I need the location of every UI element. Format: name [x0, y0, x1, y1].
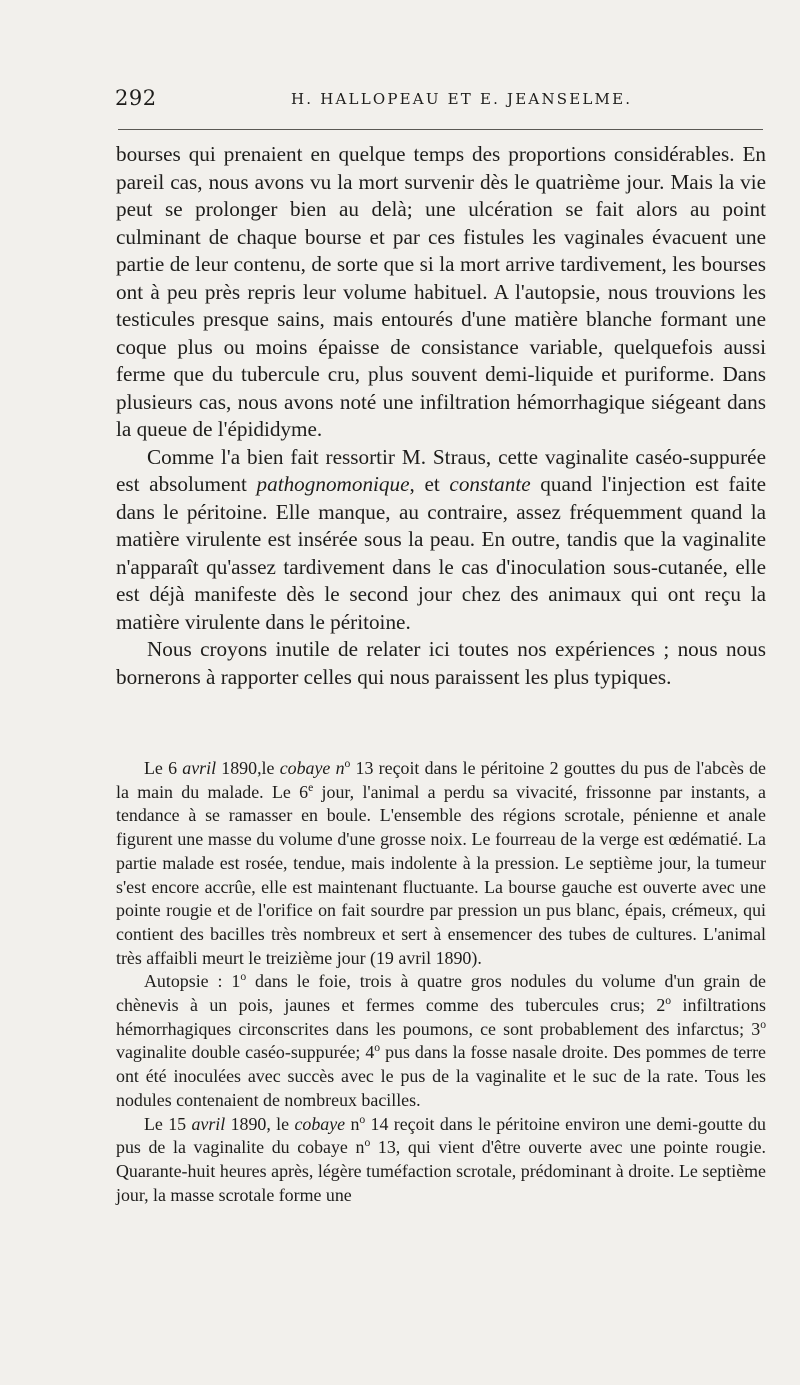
text-span: Comme l'a bien fait ressortir M. Straus, cette vaginalite caséo-suppurée est absolument	[116, 444, 766, 496]
italic-term: cobaye	[294, 1113, 346, 1134]
italic-term: cobaye n	[279, 758, 345, 778]
superscript: o	[760, 1017, 766, 1031]
superscript: o	[344, 757, 351, 771]
text-span: Autopsie : 1	[144, 971, 241, 992]
paragraph-experiences: Nous croyons inutile de relater ici toutes nos expériences ; nous nous bornerons à rapporter celles qui nous paraissent les plus typiques.	[116, 637, 766, 689]
superscript: o	[359, 1112, 366, 1126]
main-text	[116, 141, 766, 691]
text-span: 13, qui vient d'être ouverte avec une pointe rougie. Quarante-huit heures après, légère tuméfaction scrotale, prédominant à droite. Le septième jour, la masse scrotale forme une	[116, 1137, 766, 1205]
italic-date: avril	[182, 758, 217, 778]
experiment-notes	[116, 757, 766, 1207]
page-number: 292	[115, 86, 157, 110]
italic-term: constante	[449, 472, 531, 496]
italic-term: pathognomonique	[256, 472, 410, 496]
observation-autopsy	[116, 970, 766, 1112]
superscript: o	[665, 994, 672, 1008]
superscript: o	[364, 1136, 371, 1150]
text-span: Le 6	[144, 758, 183, 778]
page-header	[115, 86, 765, 114]
text-span: quand l'injection est faite dans le péritoine. Elle manque, au contraire, assez fréquemment quand la matière virulente est insérée sous la peau. En outre, tandis que la vaginalite n'apparaît qu'assez tardivement dans le cas d'inoculation sous-cutanée, elle est déjà manifeste dès le second jour chez des animaux qui ont reçu la matière virulente dans le péritoine.	[116, 472, 767, 634]
text-span: 13 reçoit dans le péritoine 2 gouttes du pus de l'abcès de la main du malade. Le 6	[116, 758, 766, 802]
observation-cobaye-13	[116, 757, 766, 970]
text-span: , et	[409, 472, 450, 496]
paragraph-continuation: bourses qui prenaient en quelque temps des proportions considérables. En pareil cas, nous avons vu la mort survenir dès le quatrième jour. Mais la vie peut se prolonger bien au delà; une ulcération se fait alors au point culminant de chaque bourse et par ces fistules les vaginales évacuent une partie de leur contenu, de sorte que si la mort arrive tardivement, les bourses ont à peu près repris leur volume habituel. A l'autopsie, nous trouvions les testicules presque sains, mais entourés d'une matière blanche formant une coque plus ou moins épaisse de consistance variable, quelquefois aussi ferme que du tubercule cru, plus souvent demi-liquide et puriforme. Dans plusieurs cas, nous avons noté une infiltration hémorrhagique siégeant dans la queue de l'épididyme.	[116, 142, 766, 441]
running-title: H. HALLOPEAU ET E. JEANSELME.	[291, 90, 633, 108]
text-span: 1890,le	[216, 758, 280, 778]
text-span: vaginalite double caséo-suppurée; 4	[116, 1042, 375, 1063]
italic-date: avril	[191, 1113, 226, 1134]
paragraph-straus	[116, 444, 766, 637]
text-span: 1890, le	[225, 1113, 295, 1134]
superscript: e	[308, 780, 314, 794]
superscript: o	[374, 1041, 381, 1055]
text-span: n	[345, 1113, 360, 1134]
header-rule	[118, 129, 763, 130]
observation-cobaye-14	[116, 1113, 766, 1208]
text-span: Le 15	[144, 1113, 192, 1134]
text-span: pus dans la fosse nasale droite. Des pommes de terre ont été inoculées avec succès avec le pus de la vaginalite et le suc de la rate. Tous les nodules contenaient de nombreux bacilles.	[116, 1042, 766, 1110]
text-span: infiltrations hémorrhagiques circonscrites dans les poumons, ce sont probablement des infarctus; 3	[116, 995, 766, 1039]
superscript: o	[240, 970, 247, 984]
text-span: jour, l'animal a perdu sa vivacité, frissonne par instants, a tendance à se ramasser en boule. L'ensemble des régions scrotale, pénienne et anale figurent une masse du volume d'une grosse noix. Le fourreau de la verge est œdématié. La partie malade est rosée, tendue, mais indolente à la pression. Le septième jour, la tumeur s'est encore accrûe, elle est maintenant fluctuante. La bourse gauche est ouverte avec une pointe rougie et de l'orifice on fait sourdre par pression un pus blanc, épais, crémeux, qui contient des bacilles très nombreux et sert à ensemencer des tubes de cultures. L'animal très affaibli meurt le treizième jour (19 avril 1890).	[116, 781, 766, 968]
text-span: 14 reçoit dans le péritoine environ une demi-goutte du pus de la vaginalite du cobaye n	[116, 1113, 767, 1158]
text-span: dans le foie, trois à quatre gros nodules du volume d'un grain de chènevis à un pois, jaunes et fermes comme des tubercules crus; 2	[116, 971, 767, 1016]
